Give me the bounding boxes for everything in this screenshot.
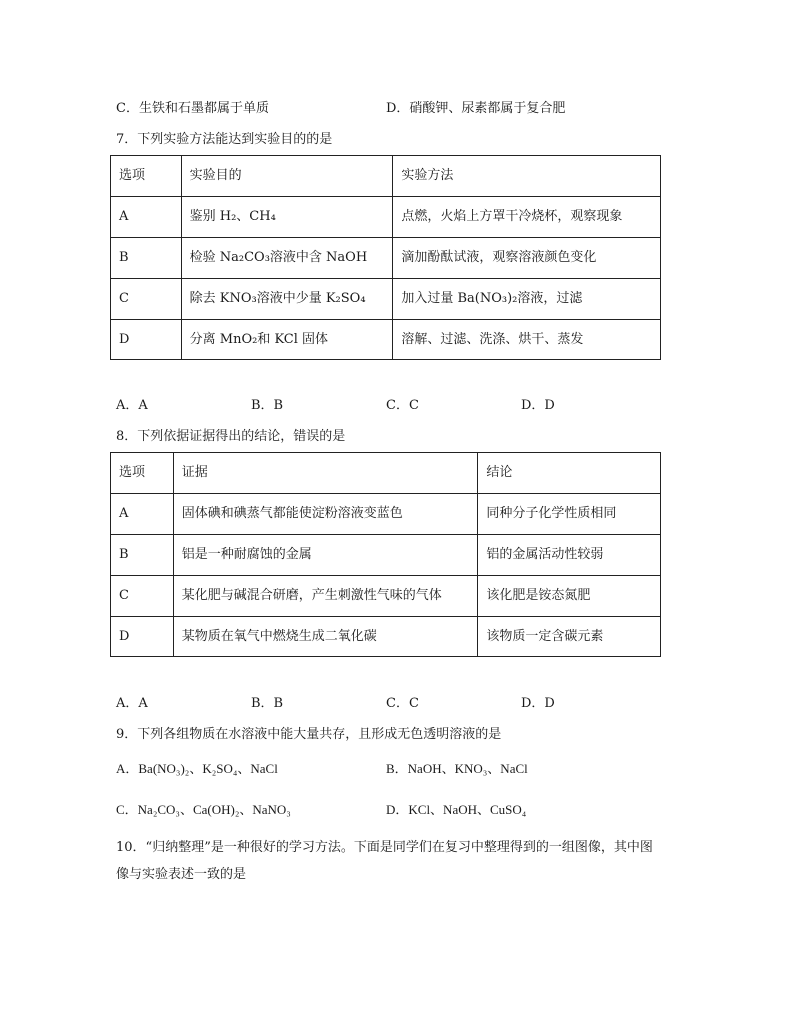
- table-cell-method: 滴加酚酞试液，观察溶液颜色变化: [393, 238, 661, 279]
- table-row: [111, 576, 661, 617]
- q9-option-d: D．KCl、NaOH、CuSO₄: [386, 802, 527, 817]
- table-cell-purpose: 除去 KNO₃溶液中少量 K₂SO₄: [181, 279, 393, 320]
- q7-answer-b: B．B: [251, 398, 284, 413]
- table-cell-evidence: 某物质在氧气中燃烧生成二氧化碳: [173, 617, 478, 657]
- q8-answer-b: B．B: [251, 696, 284, 711]
- q6-option-d: D．硝酸钾、尿素都属于复合肥: [386, 101, 566, 116]
- table-cell-option: A: [111, 197, 182, 238]
- table-cell-option: B: [111, 238, 182, 279]
- table-cell-option: C: [111, 576, 174, 617]
- table-header-cell: 选项: [111, 156, 182, 197]
- table-cell-conclusion: 该化肥是铵态氮肥: [478, 576, 661, 617]
- table-row: [111, 617, 661, 657]
- table-row: [111, 197, 661, 238]
- q7-answer-c: C．C: [386, 398, 419, 413]
- q7-stem: 7．下列实验方法能达到实验目的的是: [116, 132, 333, 147]
- table-cell-option: A: [111, 494, 174, 535]
- table-cell-purpose: 检验 Na₂CO₃溶液中含 NaOH: [181, 238, 393, 279]
- table-cell-method: 点燃，火焰上方罩干冷烧杯，观察现象: [393, 197, 661, 238]
- table-cell-evidence: 某化肥与碱混合研磨，产生刺激性气味的气体: [173, 576, 478, 617]
- table-cell-option: D: [111, 320, 182, 360]
- q7-table: [110, 155, 661, 360]
- q9-option-c: C．Na₂CO₃、Ca(OH)₂、NaNO₃: [116, 802, 291, 817]
- table-cell-option: B: [111, 535, 174, 576]
- table-cell-conclusion: 该物质一定含碳元素: [478, 617, 661, 657]
- q9-stem: 9．下列各组物质在水溶液中能大量共存，且形成无色透明溶液的是: [116, 727, 502, 742]
- table-cell-method: 溶解、过滤、洗涤、烘干、蒸发: [393, 320, 661, 360]
- table-header-cell: 实验目的: [181, 156, 393, 197]
- q8-stem: 8．下列依据证据得出的结论，错误的是: [116, 429, 346, 444]
- q8-answer-d: D．D: [521, 696, 555, 711]
- q9-option-a: A．Ba(NO₃)₂、K₂SO₄、NaCl: [116, 761, 278, 776]
- q9-option-b: B．NaOH、KNO₃、NaCl: [386, 761, 528, 776]
- q8-answer-c: C．C: [386, 696, 419, 711]
- table-header-row: [111, 453, 661, 494]
- q8-table: [110, 452, 661, 657]
- table-row: [111, 535, 661, 576]
- table-cell-purpose: 鉴别 H₂、CH₄: [181, 197, 393, 238]
- table-header-row: [111, 156, 661, 197]
- table-cell-conclusion: 铝的金属活动性较弱: [478, 535, 661, 576]
- table-header-cell: 选项: [111, 453, 174, 494]
- table-cell-option: D: [111, 617, 174, 657]
- table-row: [111, 320, 661, 360]
- q7-answer-a: A．A: [116, 398, 148, 413]
- table-cell-purpose: 分离 MnO₂和 KCl 固体: [181, 320, 393, 360]
- table-cell-method: 加入过量 Ba(NO₃)₂溶液，过滤: [393, 279, 661, 320]
- table-cell-evidence: 铝是一种耐腐蚀的金属: [173, 535, 478, 576]
- q6-option-c: C．生铁和石墨都属于单质: [116, 101, 269, 116]
- table-cell-option: C: [111, 279, 182, 320]
- table-row: [111, 279, 661, 320]
- table-row: [111, 238, 661, 279]
- table-cell-conclusion: 同种分子化学性质相同: [478, 494, 661, 535]
- q10-stem-line1: 10．“归纳整理”是一种很好的学习方法。下面是同学们在复习中整理得到的一组图像，其中图: [116, 840, 653, 855]
- q10-stem-line2: 像与实验表述一致的是: [116, 867, 247, 882]
- table-cell-evidence: 固体碘和碘蒸气都能使淀粉溶液变蓝色: [173, 494, 478, 535]
- table-row: [111, 494, 661, 535]
- table-header-cell: 结论: [478, 453, 661, 494]
- q7-answer-d: D．D: [521, 398, 555, 413]
- q8-answer-a: A．A: [116, 696, 148, 711]
- table-header-cell: 证据: [173, 453, 478, 494]
- table-header-cell: 实验方法: [393, 156, 661, 197]
